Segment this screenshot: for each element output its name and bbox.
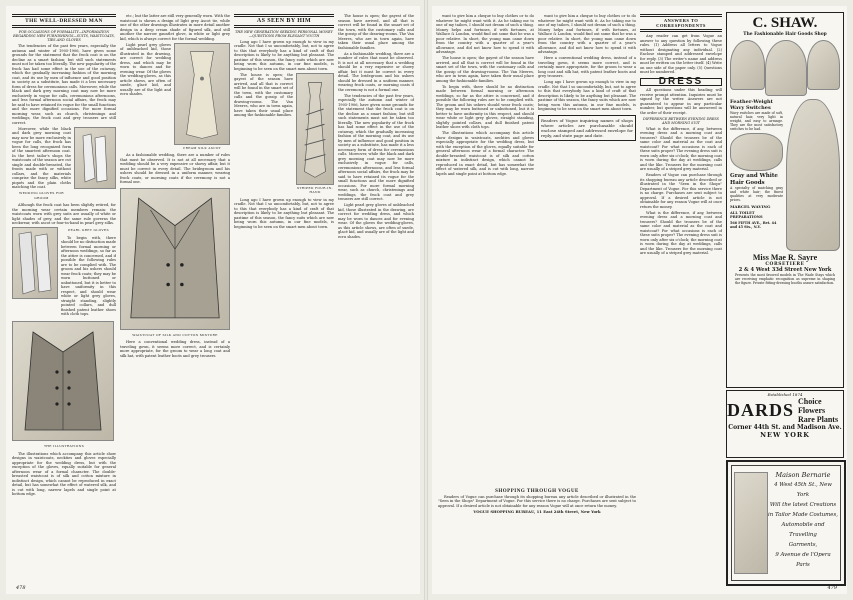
article-paragraph: As a fashionable wedding, there are a number of rules that must be observed. It is not at all necessary that a wedding should be a very expensive or showy affair, but it must be correct in every detail. The bridegroom and his ushers should be dressed in a uniform manner, wearing frock coats, or morning coats if the ceremony is not a formal one. — [338, 51, 414, 92]
article-paragraph: want to give him a cheque to buy clothes or to do whatever he might want with it. As he taking me to one of my tailors, I should not dream of such a thing. Money helps and fortunes, if with fortunes, at Wallace & London, would find out some that he was a poor relative. In short, the young man came down from the country with a quarter of a year's allowance, and did not know how to spend it with advantage. — [538, 14, 636, 54]
toilet-preparations: ALL TOILET PREPARATIONS — [730, 211, 763, 219]
gray-hair-title: Gray and White Hair Goods — [730, 173, 778, 186]
article-paragraph: Long ago I have grown up enough to view in my cradle. Not that I so uncomfortably, but, not to agree to this that everybody has a kind of craft of that description is likely to be anything but pleasant. The pastime of this season, the fancy suits which are now being worn this autumn, in our fine models, is beginning to be seen on the smart men about town. — [234, 197, 334, 229]
article-paragraph: Here a conventional wedding dress, instead of a traveling gown, it seems more correct, and is certainly more appropriate, for the groom to wear a long coat and silk hat, with patent leather boots and grey trousers. — [538, 56, 636, 78]
four-in-hand-row — [234, 73, 334, 198]
dards-plants: Rare Plants — [798, 415, 839, 424]
dress-text: All questions under this heading will receive prompt attention. Inquiries must be signed by the writer. Answers are not guaranteed to appear in any particular number, but questions will be answered in the order of their receipt. — [640, 88, 722, 115]
shopping-header: SHOPPING THROUGH VOGUE — [495, 489, 579, 494]
book-spine — [424, 0, 428, 600]
dress-subheader: DIFFERENCE BETWEEN EVENING DRESS AND MORNING SUIT — [643, 116, 719, 125]
dards-advertisement[interactable] — [726, 390, 844, 458]
header-rule — [234, 25, 334, 28]
maison-line: 9 Avenue de l'Opera — [775, 552, 831, 558]
maison-line: Automobile and Travelling — [781, 522, 825, 538]
article-paragraph: Long ago I have grown up enough to view in my cradle. Not that I so uncomfortably, but, not to agree to this that everybody has a kind of craft of that description is likely to be anything but pleasant. The pastime of this season, the fancy suits which are now being worn this autumn, in our fine models, is beginning to be seen on the smart men about town. — [234, 39, 334, 71]
corset-portrait-illustration — [786, 99, 840, 251]
article-paragraph: To begin with, there should be no distinction made between formal morning or afternoon weddings, so far as the attire is concerned, and if possible the following rules are to be complied with. The groom and his ushers should wear frock coats; they may be worn buttoned or unbuttoned, but it is better to have uniformity in this respect, and should wear white or light grey gloves, straight standing, slightly pointed collars, and dull finished patent leather shoes with cloth tops. — [61, 235, 116, 317]
ascot-figure-row — [120, 43, 230, 154]
maison-line: Paris — [796, 562, 810, 568]
featherweight-text: Wavy switches are made of soft, natural hair, very light in weight, and easy to arrange. They are the most satisfactory switches to be had. — [730, 111, 783, 131]
column-header: AS SEEN BY HIM — [256, 18, 312, 24]
maison-bernarie-advertisement[interactable] — [726, 460, 846, 586]
article-paragraph: The house is open; the gayest of the season have arrived, and all that is correct will be found in the smart set of the town, with the customary calls and the gossip of the drawing-rooms. The Van Meeres, who are in town again, have taken their usual place among the fashionable families. — [338, 14, 414, 50]
article-paragraph: Moreover, while the black and dark grey morning coat may now be more exclusively in vogue for calls, the frock has been the long recognized form of the smartest afternoon coat. In the best tailor's shops the waistcoats of the season are cut single and double-breasted, the fronts made with or without collars, and the materials comprise the fancy silks, white piqués and the plain cloths matching the coat. — [12, 126, 71, 190]
sayre-section — [727, 251, 843, 285]
shopping-text: Readers of Vogue can purchase through its shopping bureau any article described or illustrated in the "Seen in the Shops" Department of Vogue. For this service there is no charge. Purchases are sent subject to approval. If a desired article is not obtainable for any reason Vogue will at once return the money. — [438, 494, 636, 508]
fashion-figure-illustration — [734, 472, 768, 574]
portrait-illustration — [765, 40, 806, 96]
answers-text: Any reader can get from Vogue an answer to any question by following these rules. (1) Address all letters to Vogue without designating any individual. (2) Enclose stamped and addressed envelope for reply. (3) The writer's name and address must be written on the letter itself. (4) Write on one side of the paper only. (5) Questions must be numbered. — [640, 34, 722, 74]
right-page — [432, 6, 847, 594]
page-number-left: 478 — [16, 585, 26, 591]
shaw-body — [727, 96, 843, 251]
dress-text: Readers of Vogue can purchase through its shopping bureau any article described or illustrated in the "Seen in the Shops" Department of Vogue. For this service there is no charge. Purchases are sent subject to approval. If a desired article is not obtainable for any reason Vogue will at once return the money. — [640, 173, 722, 209]
shaw-name: C. SHAW. — [752, 15, 818, 31]
dards-address: Corner 44th St. and Madison Ave. — [728, 424, 842, 431]
figure-caption: WAISTCOAT OF SILK AND COTTON MIXTURE — [132, 332, 218, 337]
right-column-2 — [538, 14, 636, 484]
header-rule — [12, 14, 116, 17]
sayre-subtitle: CORSETIERE — [765, 262, 805, 267]
figure-caption: STRIPED FOUR-IN-HAND — [297, 185, 333, 195]
shaw-advertisement[interactable] — [726, 12, 844, 388]
portrait-illustration — [807, 40, 840, 90]
dards-flowers: Choice Flowers — [798, 397, 826, 415]
left-column-2 — [120, 14, 230, 580]
header-rule — [640, 14, 722, 17]
gloves-figure-row — [12, 127, 116, 204]
left-column-4 — [338, 14, 414, 580]
portrait-illustration — [730, 40, 765, 90]
dards-established: Established 1874 — [767, 392, 803, 397]
maison-line: Will the latest Creations — [769, 502, 837, 508]
cream-silk-ascot-illustration — [174, 43, 230, 145]
left-page — [6, 6, 420, 594]
striped-four-in-hand-illustration — [296, 73, 334, 185]
featherweight-title: Feather-Weight Wavy Switches — [730, 99, 773, 111]
sayre-name: Miss Mae R. Sayre — [752, 253, 818, 262]
left-column-1 — [12, 14, 116, 580]
article-paragraph: Long ago I have grown up enough to view in my cradle. Not that I so uncomfortably, but, not to agree to this that everybody has a kind of craft of that description is likely to be anything but pleasant. The pastime of this season, the fancy suits which are now being worn this autumn, in our fine models, is beginning to be seen on the smart men about town. — [538, 80, 636, 111]
dress-text: What is the difference, if any, between evening dress and a morning coat and trousers? Should the trousers be of the same color and material as the coat and waistcoat? For what occasions is each of these suits proper? The evening dress suit is worn only after six o'clock; the morning coat is worn during the day at weddings, calls and the like. Trousers for the morning coat are usually of a striped grey material. — [640, 126, 722, 172]
sayre-address: 2 & 4 West 33d Street New York — [738, 267, 832, 273]
dress-text: What is the difference, if any, between evening dress and a morning coat and trousers? Should the trousers be of the same color and material as the coat and waistcoat? For what occasions is each of these suits proper? The evening dress suit is worn only after six o'clock; the morning coat is worn during the day at weddings, calls and the like. Trousers for the morning coat are usually of a striped grey material. — [640, 210, 722, 256]
section-header: THE ILLUSTRATIONS — [43, 444, 85, 449]
left-column-3 — [234, 14, 334, 580]
article-paragraph: Light pearl grey gloves of unbleached kid, those illustrated in the drawing, are correct for wedding dress, and which may be worn to dances and for evening wear. Of the gloves the wedding-gloves, as this article shows, are often of suede, glacé kid, and usually are of the light and ecru shades. — [120, 42, 171, 96]
dards-city: NEW YORK — [760, 431, 810, 439]
header-rule — [12, 25, 116, 28]
maison-line: 4 West 45th St., New York — [774, 482, 832, 498]
dress-section-box: DRESS — [640, 78, 722, 87]
article-paragraph: The house is open; the gayest of the season have arrived, and all that is correct will be found in the smart set of the town, with the customary calls and the gossip of the drawing-rooms. The Van Meeres, who are in town again, have taken their usual place among the fashionable families. — [436, 56, 534, 83]
dards-name: DARDS — [727, 400, 795, 420]
shopping-address: VOGUE SHOPPING BUREAU, 11 East 24th Street, New York — [473, 508, 601, 514]
article-paragraph: As a fashionable wedding, there are a number of rules that must be observed. It is not at all necessary that a wedding should be a very expensive or showy affair, but it must be correct in every detail. The bridegroom and his ushers should be dressed in a uniform manner, wearing frock coats, or morning coats if the ceremony is not a formal one. — [120, 153, 230, 184]
maison-line: in Tailor Made Costumes, — [768, 512, 838, 518]
shopping-section — [438, 486, 636, 586]
readers-notice-text: Readers of Vogue inquiring names of shops where articles are purchasable should enclose stamped and addressed envelope for reply, and state page and date. — [541, 117, 633, 138]
answers-header: ANSWERS TO CORRESPONDENTS — [656, 18, 706, 28]
switch-illustration — [730, 133, 783, 171]
header-rule — [234, 14, 334, 17]
article-header: THE WELL-DRESSED MAN — [25, 18, 103, 24]
article-paragraph: Although the frock coat has been slightly retired, for the morning wear certain members remain: the waistcoats worn with grey suits are usually of white or light shades of grey, and the same rule governs the neckwear, with ascot or four-in-hand in pearl grey silks. — [12, 203, 116, 226]
right-column-3 — [640, 14, 722, 580]
article-paragraph: Light pearl grey gloves of unbleached kid, those illustrated in the drawing, are correct for wedding dress, and which may be worn to dances and for evening wear. Of the gloves the wedding-gloves, as this article shows, are often of suede, glacé kid, and usually are of the light and ecru shades. — [338, 203, 414, 239]
figure-caption: WEDDING GLOVES FOR GROOM — [19, 191, 64, 200]
article-paragraph: The tendencies of the past few years, especially the autumn and winter of 1905-1906, have given some grounds for the statement that the frock coat is on the decline as a smart fashion; but still such statements must not be taken too literally. The new popularity of the frock has had some effect in the use of the cutaway, which the gradually increasing fashion of the morning coat, and its use by men of influence and good position in society as a substitute, has made it a less necessary form of dress for ceremonious calls. Moreover, while the black and dark grey morning coat may now be more exclusively in vogue for calls, ceremonious afternoons, and less formal afternoon social affairs, the frock may be said to have retained its vogue for the small functions and the more dignified occasions. For more formal morning wear, such as church, christenings and weddings, the frock coat and grey trousers are still correct. — [12, 44, 116, 125]
marcel-waving: MARCEL WAVING — [730, 204, 771, 209]
maison-line: Garments, — [788, 542, 818, 548]
wedding-gloves-illustration — [74, 127, 116, 189]
article-paragraph: To begin with, there should be no distinction made between formal morning or afternoon weddings, so far as the attire is concerned, and if possible the following rules are to be complied with. The groom and his ushers should wear frock coats; they may be worn buttoned or unbuttoned, but it is better to have uniformity in this respect, and should wear white or light grey gloves, straight standing, slightly pointed collars, and dull finished patent leather shoes with cloth tops. — [436, 84, 534, 129]
pearl-grey-gloves-illustration — [12, 227, 58, 299]
article-subheader: FOR OCCASIONS OF FORMALITY—INFORMATION REGARDING NEW FURNISHINGS—SUITS, WAISTCOATS, TIES AND GLOVES — [13, 29, 115, 42]
shaw-tagline: The Fashionable Hair Goods Shop — [743, 32, 827, 37]
article-paragraph: etc.; but the latter are still very generally worn. With the waistcoat is shown a design of light grey Ascot tie, while one of the other drawings illustrates in more detail another design in a deep cream shade of figured silk, and still another the narrow gauntlet glove, in white or light grey kid, which is always correct for the formal wedding. — [120, 14, 230, 41]
article-paragraph: The house is open; the gayest of the season have arrived, and all that is correct will be found in the smart set of the town, with the customary calls and the gossip of the drawing-rooms. The Van Meeres, who are in town again, have taken their usual place among the fashionable families. — [234, 72, 293, 118]
figure-caption: PEARL GREY GLOVES — [68, 228, 109, 233]
readers-notice — [538, 115, 636, 141]
waistcoat-illustration — [12, 321, 114, 441]
shaw-address: 566 FIFTH AVE., Bet. 44 and 45 Sts., N.Y. — [730, 221, 777, 229]
sayre-text: Presents the most favored models in The Wade Stays which are receiving emphatic recognition as supreme in shaping the figure. Private fitting-dressing booths assure satisfaction. — [735, 273, 835, 285]
header-rule — [640, 29, 722, 32]
gray-hair-text: A specialty of matching gray and white hair; the finest qualities at very moderate prices. — [730, 186, 783, 202]
column-subheader: THE NEW GENERATION SEEKING PERSONAL MONEY—QUESTIONS FROM ELEGANT YOUTH — [235, 29, 333, 38]
silk-cotton-waistcoat-illustration — [120, 188, 230, 330]
pearl-gloves-row — [12, 227, 116, 318]
article-paragraph: The tendencies of the past few years, especially the autumn and winter of 1905-1906, have given some grounds for the statement that the frock coat is on the decline as a smart fashion; but still such statements must not be taken too literally. The new popularity of the frock has had some effect in the use of the cutaway, which the gradually increasing fashion of the morning coat, and its use by men of influence and good position in society as a substitute, has made it a less necessary form of dress for ceremonious calls. Moreover, while the black and dark grey morning coat may now be more exclusively in vogue for calls, ceremonious afternoons, and less formal afternoon social affairs, the frock may be said to have retained its vogue for the small functions and the more dignified occasions. For more formal morning wear, such as church, christenings and weddings, the frock coat and grey trousers are still correct. — [338, 93, 414, 201]
article-paragraph: want to give him a cheque to buy clothes or to do whatever he might want with it. As he taking me to one of my tailors, I should not dream of such a thing. Money helps and fortunes, if with fortunes, at Wallace & London, would find out some that he was a poor relative. In short, the young man came down from the country with a quarter of a year's allowance, and did not know how to spend it with advantage. — [436, 14, 534, 54]
figure-caption: CREAM SILK ASCOT — [182, 145, 222, 150]
article-paragraph: The illustrations which accompany this article show designs in waistcoats, neckties and gloves especially appropriate for the wedding dress, but with the exception of the gloves, equally suitable for general afternoon wear of a formal character. The double-breasted waistcoat is of silk and cotton mixture in indistinct design, which cannot be reproduced in exact detail, but has somewhat the effect of watered silk, and is cut with long, narrow lapels and single point at bottom edge. — [436, 131, 534, 176]
article-paragraph: Here a conventional wedding dress, instead of a traveling gown, it seems more correct, and is certainly more appropriate, for the groom to wear a long coat and silk hat, with patent leather boots and grey trousers. — [120, 340, 230, 358]
maison-line: Maison Bernarie — [775, 471, 831, 479]
article-paragraph: The illustrations which accompany this article show designs in waistcoats, neckties and gloves especially appropriate for the wedding dress, but with the exception of the gloves, equally suitable for general afternoon wear of a formal character. The double-breasted waistcoat is of silk and cotton mixture in indistinct design, which cannot be reproduced in exact detail, but has somewhat the effect of watered silk, and is cut with long, narrow lapels and single point at bottom edge. — [12, 451, 116, 497]
page-number-right: 479 — [827, 585, 837, 591]
shaw-portraits — [727, 37, 843, 96]
